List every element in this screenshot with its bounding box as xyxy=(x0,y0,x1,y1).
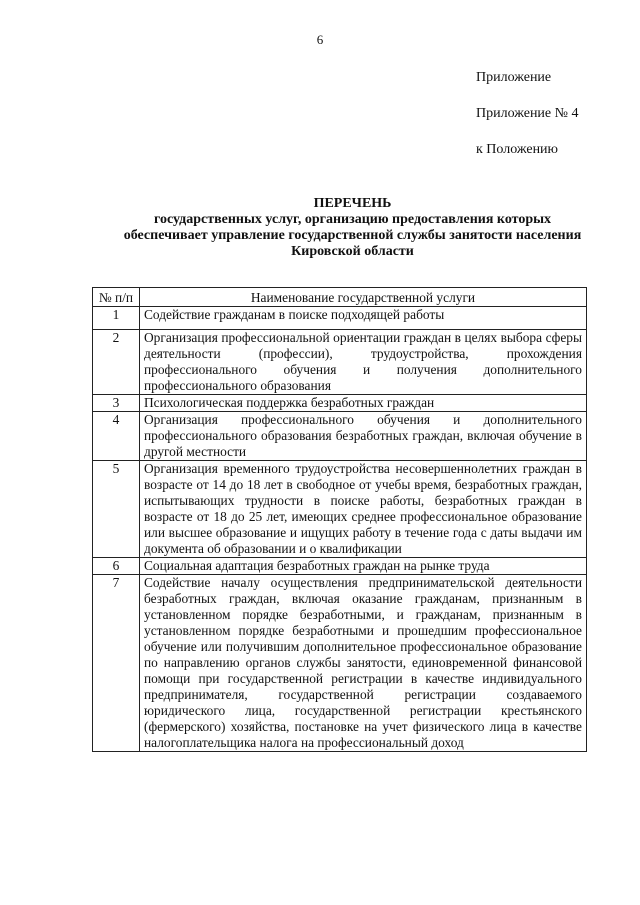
row-number: 2 xyxy=(93,330,140,395)
row-number: 4 xyxy=(93,412,140,461)
row-number: 5 xyxy=(93,461,140,558)
service-name: Организация профессиональной ориентации граждан в целях выбора сферы деятельности (профессии), трудоустройства, прохождения профессионального обучения и получения дополнительного профессионального образования xyxy=(140,330,587,395)
service-name: Организация профессионального обучения и дополнительного профессионального образования безработных граждан, включая обучение в другой местности xyxy=(140,412,587,461)
service-name: Социальная адаптация безработных граждан на рынке труда xyxy=(140,558,587,575)
page-number: 6 xyxy=(316,32,324,47)
title-line-3: Кировской области xyxy=(291,244,414,259)
row-number: 3 xyxy=(93,395,140,412)
services-table xyxy=(92,287,587,752)
service-name: Психологическая поддержка безработных граждан xyxy=(140,395,587,412)
row-number: 1 xyxy=(93,307,140,330)
table-row xyxy=(93,330,587,395)
table-header-row xyxy=(93,288,587,307)
table-row xyxy=(93,395,587,412)
row-number: 7 xyxy=(93,575,140,752)
title-line-2: обеспечивает управление государственной службы занятости населения xyxy=(123,228,582,243)
title-line-1: государственных услуг, организацию предоставления которых xyxy=(153,212,552,227)
service-name: Содействие началу осуществления предпринимательской деятельности безработных граждан, включая оказание гражданам, признанным в установленном порядке безработными, и гражданам, признанным в установленном порядке безработными и прошедшим профессиональное обучение или получившим дополнительное профессиональное образование по направлению органов службы занятости, единовременной финансовой помощи при государственной регистрации в качестве индивидуального предпринимателя, государственной регистрации создаваемого юридического лица, государственной регистрации крестьянского (фермерского) хозяйства, постановке на учет физического лица в качестве налогоплательщика налога на профессиональный доход xyxy=(140,575,587,752)
row-number: 6 xyxy=(93,558,140,575)
header-name: Наименование государственной услуги xyxy=(140,288,587,307)
title-heading: ПЕРЕЧЕНЬ xyxy=(313,196,392,211)
table-row xyxy=(93,412,587,461)
table-row xyxy=(93,307,587,330)
header-num: № п/п xyxy=(93,288,140,307)
annex-number: Приложение № 4 xyxy=(476,106,579,121)
table-row xyxy=(93,461,587,558)
service-name: Организация временного трудоустройства несовершеннолетних граждан в возрасте от 14 до 18 лет в свободное от учебы время, безработных граждан, испытывающих трудности в поиске работы, безработных граждан в возрасте от 18 до 25 лет, имеющих среднее профессиональное образование или высшее образование и ищущих работу в течение года с даты выдачи им документа об образовании и о квалификации xyxy=(140,461,587,558)
document-title xyxy=(110,196,595,260)
annex-label: Приложение xyxy=(476,70,552,85)
table-row xyxy=(93,575,587,752)
table-row xyxy=(93,558,587,575)
service-name: Содействие гражданам в поиске подходящей работы xyxy=(140,307,587,330)
annex-reference: к Положению xyxy=(476,142,559,157)
